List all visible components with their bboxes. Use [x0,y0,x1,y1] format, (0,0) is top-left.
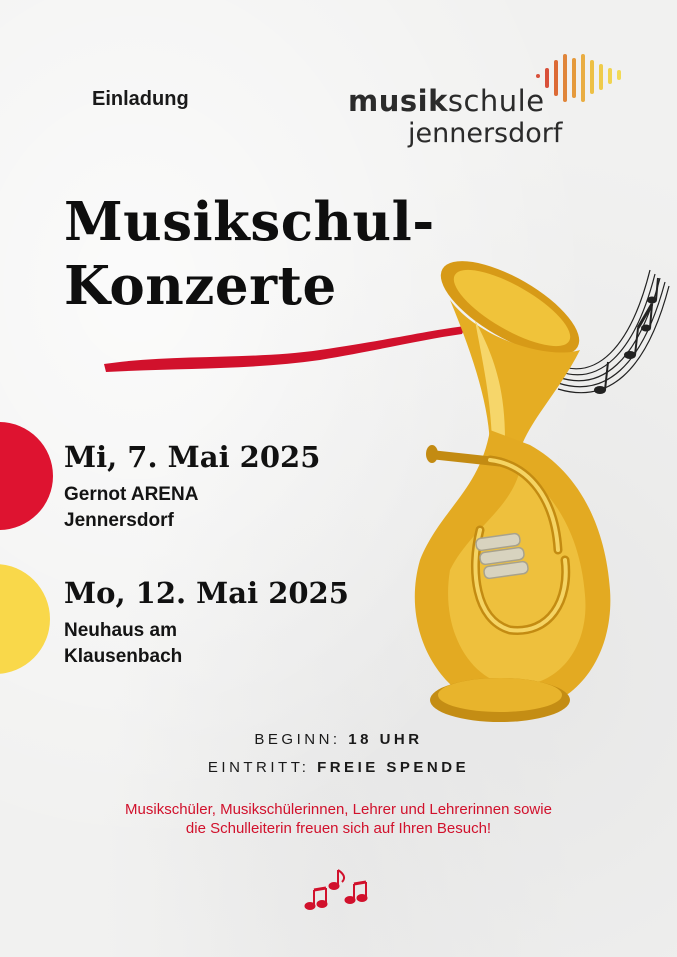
entry-label: EINTRITT: [207,759,310,776]
start-time-label: BEGINN: [254,731,341,748]
event-location [64,482,320,534]
logo-text-line2: jennersdorf [408,118,563,149]
event-location-line2: Klausenbach [64,646,183,667]
red-circle-decoration [0,422,53,530]
event-date: Mo, 12. Mai 2025 [64,576,349,610]
welcome-message: Musikschüler, Musikschülerinnen, Lehrer und Lehrerinnen sowie die Schulleiterin freuen sich auf Ihren Besuch! [125,801,552,837]
red-music-notes-icon [302,866,372,916]
event-2 [64,576,349,670]
title-line1: Musikschul- [64,191,435,253]
title-line2: Konzerte [64,255,337,317]
event-date: Mi, 7. Mai 2025 [64,440,321,474]
yellow-circle-decoration [0,564,50,674]
event-1 [64,440,320,534]
event-location-line1: Neuhaus am [64,620,177,641]
start-time-value: 18 UHR [348,731,423,748]
start-time-info [0,731,677,748]
sound-wave-logo-icon [534,52,644,112]
event-location-line1: Gernot ARENA [64,484,199,505]
entry-value: FREIE SPENDE [317,759,470,776]
school-logo [348,52,648,162]
tuba-illustration [380,230,670,730]
event-location [64,618,349,670]
logo-text-line1: musikschule [348,84,545,118]
invitation-label: Einladung [92,88,189,110]
event-location-line2: Jennersdorf [64,510,174,531]
entry-info [0,759,677,776]
